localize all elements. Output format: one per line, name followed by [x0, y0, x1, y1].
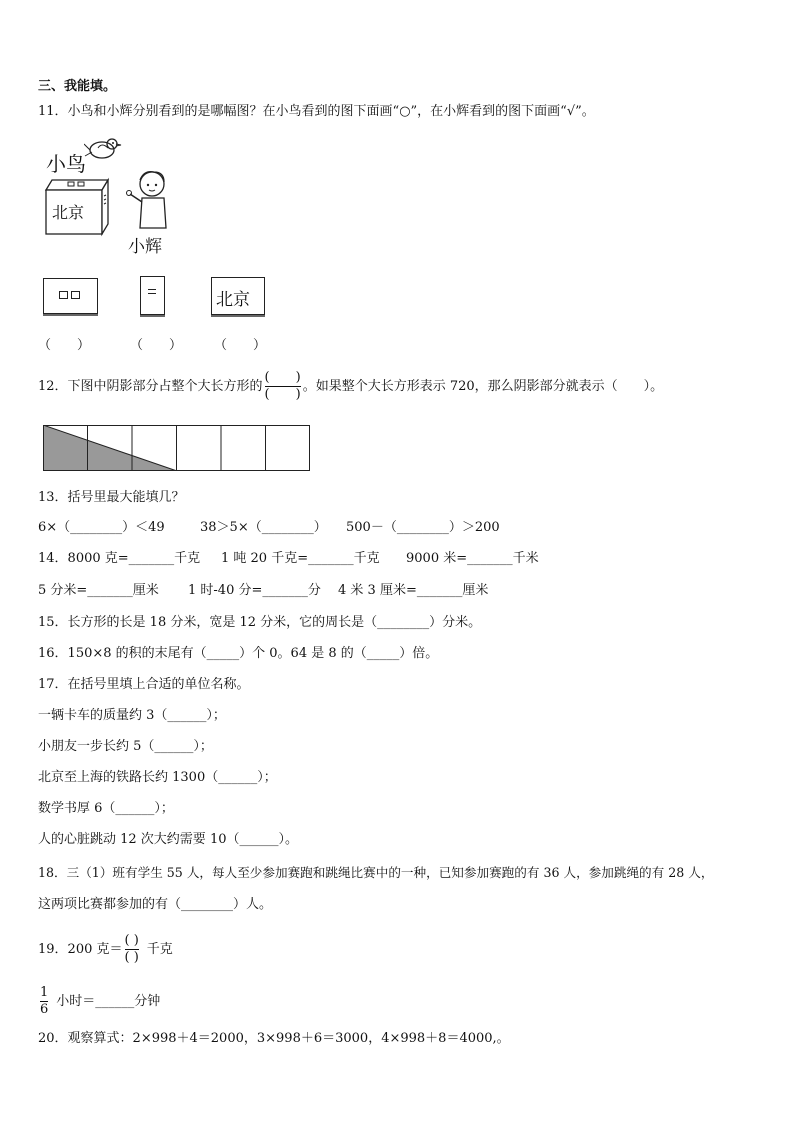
q11-figure — [38, 132, 198, 257]
answer-paren-1[interactable]: （ ） — [38, 338, 91, 353]
q14-r2-2[interactable]: 1 时-40 分=_______分 — [188, 583, 321, 598]
q14-r1-3[interactable]: 9000 米=_______千米 — [406, 551, 539, 566]
shaded-rectangle-diagram — [43, 425, 310, 471]
q18-line-2[interactable]: 这两项比赛都参加的有（________）人。 — [38, 897, 273, 912]
q19-line-1: 19．200 克＝ $\frac{( )}{( )}$ 千克 — [38, 933, 173, 965]
bird-label: 小鸟 — [46, 152, 86, 176]
option-top-view — [43, 278, 98, 314]
option-front-view: 北京 — [211, 277, 265, 315]
q14-r1-1[interactable]: 14．8000 克=_______千克 — [38, 551, 201, 566]
q17-item-1[interactable]: 一辆卡车的质量约 3（______）； — [38, 708, 226, 723]
q13-item-3[interactable]: 500－（________）＞200 — [346, 520, 500, 535]
q16-text[interactable]: 16．150×8 的积的末尾有（_____）个 0。64 是 8 的（_____）倍。 — [38, 646, 439, 661]
q17-title: 17．在括号里填上合适的单位名称。 — [38, 677, 250, 692]
q14-r2-3[interactable]: 4 米 3 厘米=_______厘米 — [338, 583, 489, 598]
q14-r1-2[interactable]: 1 吨 20 千克=_______千克 — [221, 551, 380, 566]
bird-icon — [84, 134, 122, 164]
option-side-view — [140, 276, 165, 315]
q13-item-2[interactable]: 38＞5×（________） — [200, 520, 327, 535]
section-title: 三、我能填。 — [38, 79, 117, 94]
q15-text[interactable]: 15．长方形的长是 18 分米，宽是 12 分米，它的周长是（________）分米。 — [38, 615, 482, 630]
q17-item-3[interactable]: 北京至上海的铁路长约 1300（______）； — [38, 770, 277, 785]
q13-item-1[interactable]: 6×（________）＜49 — [38, 520, 165, 535]
box-label: 北京 — [52, 203, 85, 222]
q20-text: 20．观察算式：2×998＋4＝2000，3×998＋6＝3000，4×998＋8＝4000,。 — [38, 1031, 510, 1046]
q18-line-1: 18．三（1）班有学生 55 人，每人至少参加赛跑和跳绳比赛中的一种，已知参加赛跑的有 36 人，参加跳绳的有 28 人， — [38, 865, 714, 880]
q12-fraction[interactable]: $\frac{( )}{( )}$ — [264, 370, 301, 402]
answer-paren-3[interactable]: （ ） — [214, 338, 267, 353]
q13-title: 13．括号里最大能填几？ — [38, 490, 185, 505]
q19-line-2[interactable]: $\frac{1}{6}$ 小时＝______分钟 — [40, 985, 161, 1017]
q12-line: 12．下图中阴影部分占整个大长方形的 $\frac{( )}{( )}$ 。如果整个大长方形表示 720，那么阴影部分就表示（ ）。 — [38, 370, 664, 402]
q19-fraction[interactable]: $\frac{( )}{( )}$ — [124, 933, 139, 965]
q14-r2-1[interactable]: 5 分米=_______厘米 — [38, 583, 159, 598]
q17-item-5[interactable]: 人的心脏跳动 12 次大约需要 10（______）。 — [38, 832, 298, 847]
q11-text: 11．小鸟和小辉分别看到的是哪幅图？在小鸟看到的图下面画“○”，在小辉看到的图下面画“√”。 — [38, 104, 595, 119]
q17-item-4[interactable]: 数学书厚 6（______）； — [38, 801, 174, 816]
boy-label: 小辉 — [128, 237, 162, 257]
q17-item-2[interactable]: 小朋友一步长约 5（______）； — [38, 739, 213, 754]
answer-paren-2[interactable]: （ ） — [130, 338, 183, 353]
one-sixth-fraction: $\frac{1}{6}$ — [40, 985, 49, 1017]
boy-icon — [124, 168, 174, 232]
